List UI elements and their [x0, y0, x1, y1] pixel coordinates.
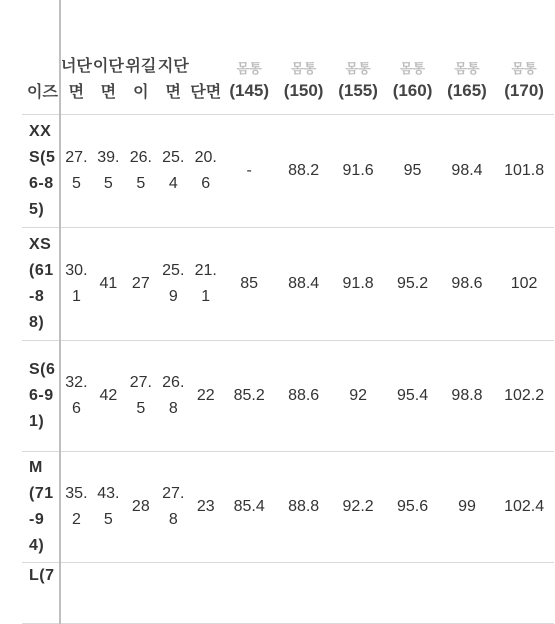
table-cell: [440, 563, 494, 624]
row-size-label: XS(61-88): [22, 228, 60, 341]
table-cell: [494, 563, 554, 624]
table-cell: 102: [494, 228, 554, 341]
table-cell: 88.8: [276, 452, 330, 563]
table-header-row: [22, 0, 554, 115]
table-cell: [276, 563, 330, 624]
table-cell: 95: [385, 115, 439, 228]
table-cell: [385, 563, 439, 624]
table-cell: 27.8: [157, 452, 189, 563]
header-col2: 이단면: [92, 0, 124, 115]
table-cell: 22: [190, 341, 222, 452]
table-row: [22, 563, 554, 624]
table-cell: 88.2: [276, 115, 330, 228]
table-row: [22, 115, 554, 228]
table-cell: 98.4: [440, 115, 494, 228]
table-cell: 42: [92, 341, 124, 452]
table-cell: 99: [440, 452, 494, 563]
header-col4: 지단면: [157, 0, 189, 115]
table-cell: [222, 563, 276, 624]
table-cell: 91.8: [331, 228, 385, 341]
table-cell: 95.2: [385, 228, 439, 341]
table-cell: [157, 563, 189, 624]
header-size-145: 몸통 (145): [222, 0, 276, 115]
table-cell: 85.4: [222, 452, 276, 563]
header-col3: 위길이: [125, 0, 157, 115]
table-row: [22, 228, 554, 341]
table-cell: 98.6: [440, 228, 494, 341]
table-cell: 88.4: [276, 228, 330, 341]
header-col5: 단면: [190, 0, 222, 115]
table-cell: 43.5: [92, 452, 124, 563]
header-size-165: 몸통 (165): [440, 0, 494, 115]
row-size-label: L(7: [22, 563, 60, 624]
table-cell: 39.5: [92, 115, 124, 228]
table-cell: 27: [125, 228, 157, 341]
table-cell: [60, 563, 92, 624]
table-cell: 95.4: [385, 341, 439, 452]
table-cell: -: [222, 115, 276, 228]
header-size-155: 몸통 (155): [331, 0, 385, 115]
row-size-label: S(66-91): [22, 341, 60, 452]
table-cell: 20.6: [190, 115, 222, 228]
table-cell: 28: [125, 452, 157, 563]
table-cell: 27.5: [60, 115, 92, 228]
table-cell: 92: [331, 341, 385, 452]
table-cell: 101.8: [494, 115, 554, 228]
table-cell: [125, 563, 157, 624]
table-cell: 98.8: [440, 341, 494, 452]
table-cell: 25.4: [157, 115, 189, 228]
table-row: [22, 341, 554, 452]
table-row: [22, 452, 554, 563]
table-cell: 26.8: [157, 341, 189, 452]
table-cell: 21.1: [190, 228, 222, 341]
header-size-150: 몸통 (150): [276, 0, 330, 115]
table-cell: 26.5: [125, 115, 157, 228]
table-cell: 23: [190, 452, 222, 563]
row-size-label: XXS(56-85): [22, 115, 60, 228]
row-size-label: M(71-94): [22, 452, 60, 563]
header-size: 이즈: [22, 0, 60, 115]
table-cell: 41: [92, 228, 124, 341]
table-cell: [190, 563, 222, 624]
table-cell: 27.5: [125, 341, 157, 452]
table-cell: 32.6: [60, 341, 92, 452]
table-cell: 88.6: [276, 341, 330, 452]
table-cell: 102.2: [494, 341, 554, 452]
header-col1: 너단면: [60, 0, 92, 115]
table-cell: 35.2: [60, 452, 92, 563]
table-cell: 91.6: [331, 115, 385, 228]
table-cell: [92, 563, 124, 624]
table-cell: 85: [222, 228, 276, 341]
size-chart-table: [22, 0, 554, 624]
header-size-160: 몸통 (160): [385, 0, 439, 115]
table-cell: 92.2: [331, 452, 385, 563]
header-size-170: 몸통 (170): [494, 0, 554, 115]
table-cell: [331, 563, 385, 624]
table-cell: 95.6: [385, 452, 439, 563]
table-cell: 85.2: [222, 341, 276, 452]
table-cell: 25.9: [157, 228, 189, 341]
table-cell: 30.1: [60, 228, 92, 341]
table-cell: 102.4: [494, 452, 554, 563]
